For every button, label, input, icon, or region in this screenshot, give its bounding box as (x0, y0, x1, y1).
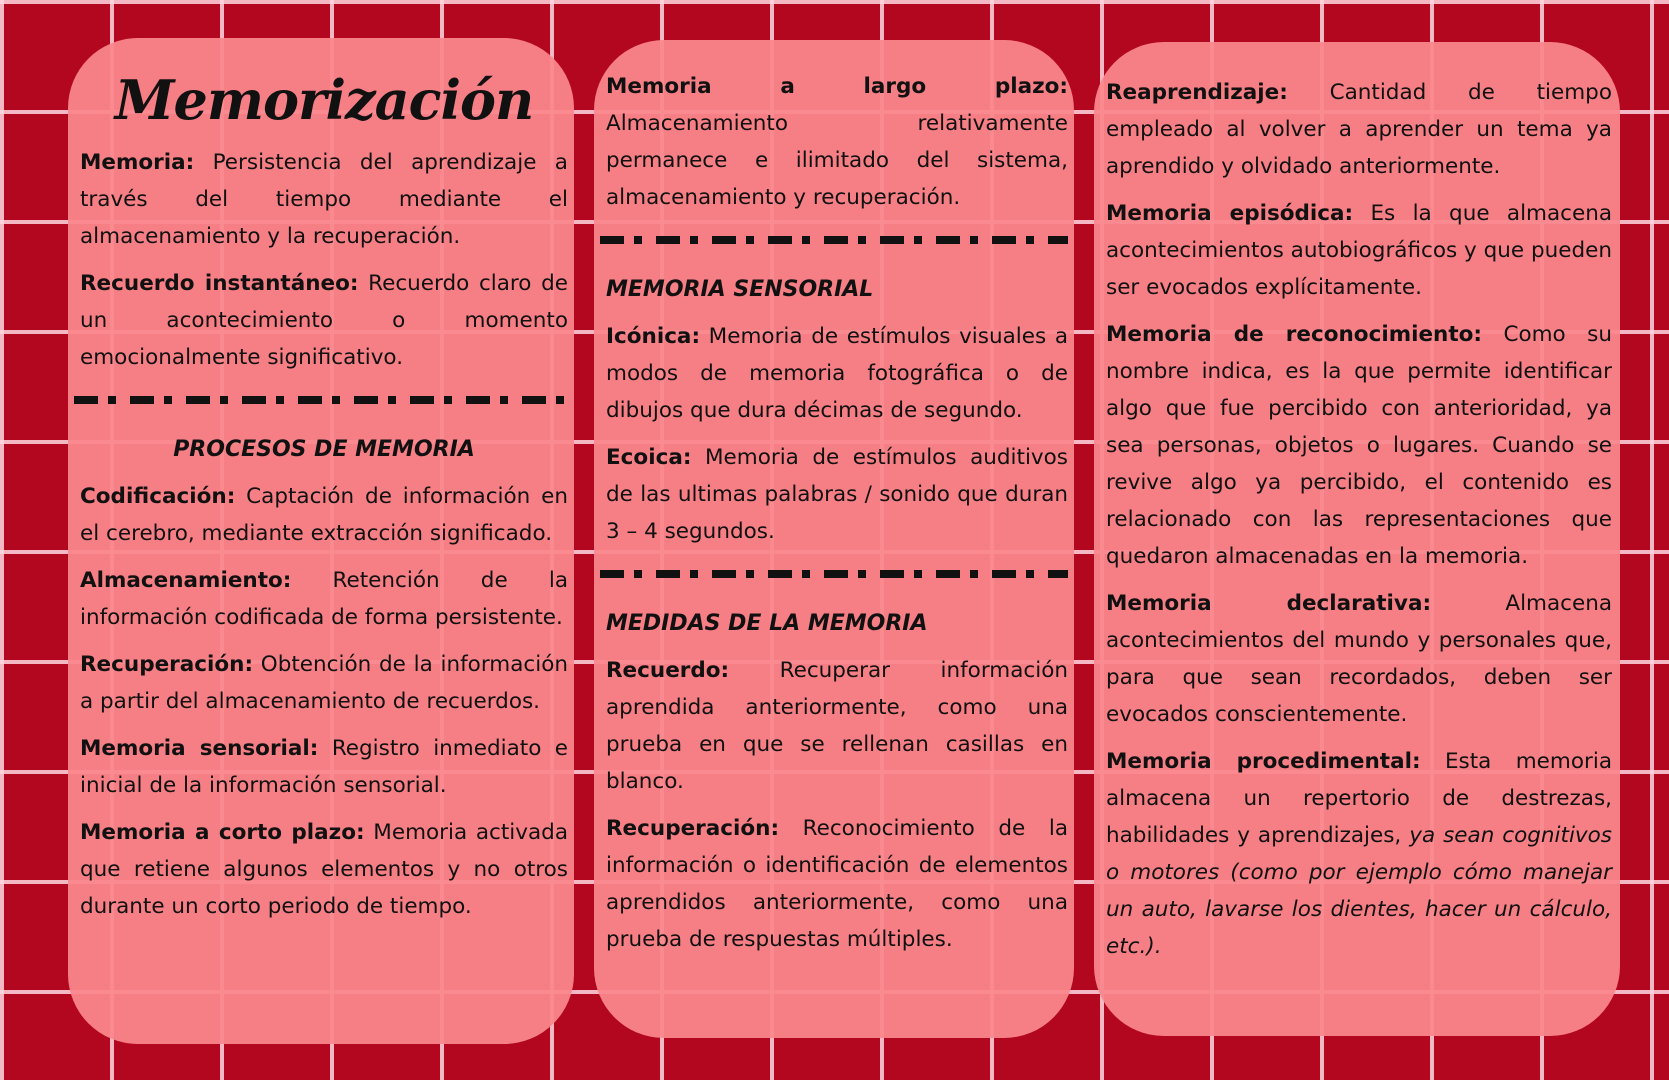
term: Memoria episódica: (1106, 201, 1354, 226)
entry-almacenamiento (80, 562, 568, 636)
definition-italic: ya sean cognitivos o motores (como por ejemplo cómo manejar un auto, lavarse los dientes, hacer un cálculo, etc.). (1106, 823, 1612, 959)
term: Memoria a largo plazo: (606, 74, 1068, 99)
section-heading-procesos: PROCESOS DE MEMORIA (173, 437, 475, 462)
entry-reaprendizaje (1106, 74, 1612, 185)
term: Ecoica: (606, 445, 692, 470)
term: Memoria sensorial: (80, 736, 319, 761)
entry-recuerdo (606, 652, 1068, 800)
definition: Captación de información en el cerebro, mediante extracción significado. (80, 484, 568, 546)
entry-recuperacion (80, 646, 568, 720)
term: Recuerdo instantáneo: (80, 271, 359, 296)
definition: Almacena acontecimientos del mundo y personales que, para que sean recordados, deben ser evocados conscientemente. (1106, 591, 1613, 727)
definition: Cantidad de tiempo empleado al volver a aprender un tema ya aprendido y olvidado anteriormente. (1106, 80, 1612, 179)
entry-memoria-episodica (1106, 195, 1612, 306)
entry-codificacion (80, 478, 568, 552)
definition: Retención de la información codificada de forma persistente. (80, 568, 568, 630)
entry-memoria-corto-plazo (80, 814, 568, 925)
definition: Reconocimiento de la información o identificación de elementos aprendidos anteriormente, como una prueba de respuestas múltiples. (606, 816, 1068, 952)
term: Memoria procedimental: (1106, 749, 1421, 774)
term: Memoria a corto plazo: (80, 820, 365, 845)
definition: Es la que almacena acontecimientos autobiográficos y que pueden ser evocados explícitamente. (1106, 201, 1613, 300)
entry-memoria-largo-plazo (606, 68, 1068, 216)
definition: Esta memoria almacena un repertorio de destrezas, habilidades y aprendizajes, (1106, 749, 1612, 848)
entry-ecoica (606, 439, 1068, 550)
definition: Como su nombre indica, es la que permite identificar algo que fue percibido con anterioridad, ya sea personas, objetos o lugares. Cuando se revive algo ya percibido, el contenido es relacionado con las representaciones que quedaron almacenadas en la memoria. (1106, 322, 1612, 569)
definition: Recuperar información aprendida anteriormente, como una prueba en que se rellenan casillas en blanco. (606, 658, 1068, 794)
dash-dot-divider (600, 236, 1068, 244)
entry-memoria-sensorial (80, 730, 568, 804)
term: Almacenamiento: (80, 568, 292, 593)
term: Memoria de reconocimiento: (1106, 322, 1482, 347)
panel-middle (594, 40, 1074, 1038)
definition: Memoria activada que retiene algunos elementos y no otros durante un corto periodo de tiempo. (80, 820, 568, 919)
term: Recuperación: (80, 652, 254, 677)
definition: Persistencia del aprendizaje a través del tiempo mediante el almacenamiento y la recuperación. (80, 150, 568, 249)
panel-left (68, 38, 574, 1044)
term: Codificación: (80, 484, 236, 509)
section-heading-medidas: MEDIDAS DE LA MEMORIA (606, 611, 928, 636)
entry-memoria-procedimental (1106, 743, 1612, 965)
term: Recuerdo: (606, 658, 730, 683)
term: Reaprendizaje: (1106, 80, 1288, 105)
entry-iconica (606, 318, 1068, 429)
entry-memoria-reconocimiento (1106, 316, 1612, 575)
term: Memoria declarativa: (1106, 591, 1432, 616)
dash-dot-divider (600, 570, 1068, 578)
panel-right (1094, 42, 1620, 1036)
page-title: Memorización (114, 68, 534, 132)
definition: Memoria de estímulos visuales a modos de memoria fotográfica o de dibujos que dura décimas de segundo. (606, 324, 1068, 423)
definition: Recuerdo claro de un acontecimiento o momento emocionalmente significativo. (80, 271, 568, 370)
definition: Almacenamiento relativamente permanece e ilimitado del sistema, almacenamiento y recuperación. (606, 111, 1068, 210)
section-heading-memoria-sensorial: MEMORIA SENSORIAL (606, 277, 874, 302)
definition: Registro inmediato e inicial de la información sensorial. (80, 736, 568, 798)
definition: Obtención de la información a partir del almacenamiento de recuerdos. (80, 652, 568, 714)
definition: Memoria de estímulos auditivos de las ultimas palabras / sonido que duran 3 – 4 segundos. (606, 445, 1068, 544)
term: Icónica: (606, 324, 701, 349)
term: Memoria: (80, 150, 195, 175)
entry-recuerdo-instantaneo (80, 265, 568, 376)
entry-memoria (80, 144, 568, 255)
entry-memoria-declarativa (1106, 585, 1612, 733)
dash-dot-divider (74, 396, 568, 404)
term: Recuperación: (606, 816, 780, 841)
entry-recuperacion-medida (606, 810, 1068, 958)
